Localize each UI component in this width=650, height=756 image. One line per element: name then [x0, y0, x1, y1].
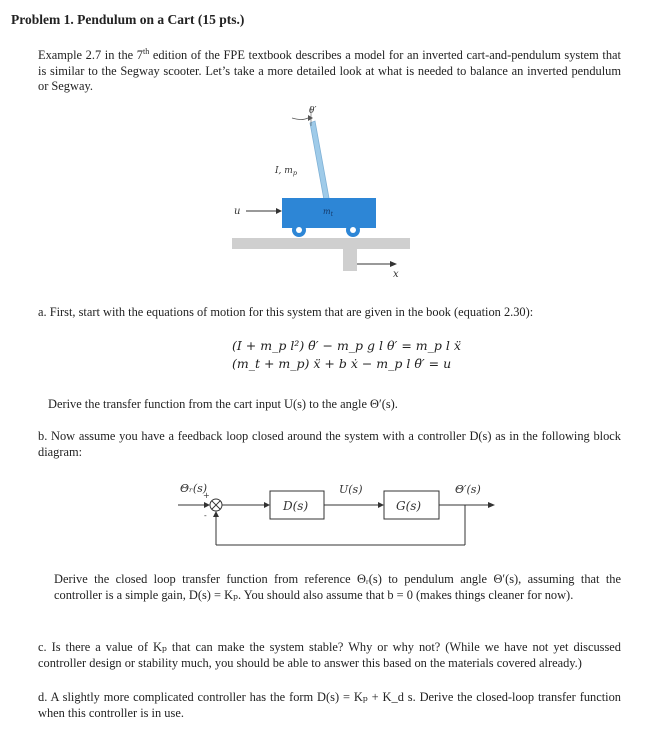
pendulum-rod	[310, 121, 329, 200]
x-axis-label: x	[393, 269, 399, 279]
block-diagram	[158, 478, 508, 553]
part-a-text: a. First, start with the equations of motion for this system that are given in the book (equation 2.30):	[38, 305, 534, 319]
control-signal-arrowhead	[378, 502, 384, 508]
summing-plus: +	[203, 491, 210, 500]
control-signal-label: U(s)	[339, 483, 363, 496]
part-b-text: b. Now assume you have a feedback loop closed around the system with a controller D(s) as in the following block diagram:	[38, 429, 621, 459]
right-wheel-hub	[350, 227, 356, 233]
input-label: Θᵣ(s)	[180, 482, 208, 495]
intro-text-start: Example 2.7 in the 7	[38, 48, 143, 63]
ground-step	[343, 249, 357, 271]
part-d-text: d. A slightly more complicated controller has the form D(s) = Kₚ + K_d s. Derive the closed-loop transfer function when this controller is in use.	[38, 690, 621, 720]
part-b-derive: Derive the closed loop transfer function from reference Θᵣ(s) to pendulum angle Θ′(s), assuming that the controller is a simple gain, D(s) = Kₚ. You should also assume that b = 0 (makes things cleaner for now).	[54, 572, 621, 602]
summing-minus: -	[204, 511, 207, 520]
feedback-arrowhead	[213, 511, 219, 517]
intro-superscript: th	[142, 47, 150, 56]
x-axis-arrowhead	[390, 261, 397, 267]
error-arrowhead	[264, 502, 270, 508]
output-arrowhead	[488, 502, 495, 508]
problem-title: Problem 1. Pendulum on a Cart (15 pts.)	[11, 12, 245, 27]
cart-pendulum-figure	[220, 104, 430, 279]
equation-2: (m_t + m_p) ẍ + b ẋ − m_p l θ̈′ = u	[232, 356, 452, 371]
left-wheel-hub	[296, 227, 302, 233]
part-c-text: c. Is there a value of Kₚ that can make the system stable? Why or why not? (While we have not yet discussed controller design or stability much, you should be able to answer this based on the materials covered already.)	[38, 640, 621, 670]
ground	[232, 238, 410, 249]
plant-label: G(s)	[396, 499, 422, 513]
part-a-derive: Derive the transfer function from the cart input U(s) to the angle Θ′(s).	[48, 397, 398, 411]
theta-label: θ′	[309, 106, 317, 116]
equation-1: (I + m_p l²) θ̈′ − m_p g l θ′ = m_p l ẍ	[232, 338, 461, 353]
force-arrowhead	[276, 208, 282, 214]
pendulum-label: I, $m_p$	[275, 166, 297, 177]
output-label: Θ′(s)	[455, 483, 481, 496]
force-label: u	[234, 206, 241, 217]
input-arrowhead	[204, 502, 210, 508]
controller-label: D(s)	[283, 499, 309, 513]
cart-mass-label: $m_t$	[323, 207, 334, 218]
intro-paragraph	[38, 44, 621, 95]
angle-arc	[292, 118, 308, 120]
intro-text-end: edition of the FPE textbook describes a model for an inverted cart-and-pendulum system that is similar to the Segway scooter. Let’s take a more detailed look at what is needed to balance an inverted pendulum or Segway.	[38, 48, 621, 94]
